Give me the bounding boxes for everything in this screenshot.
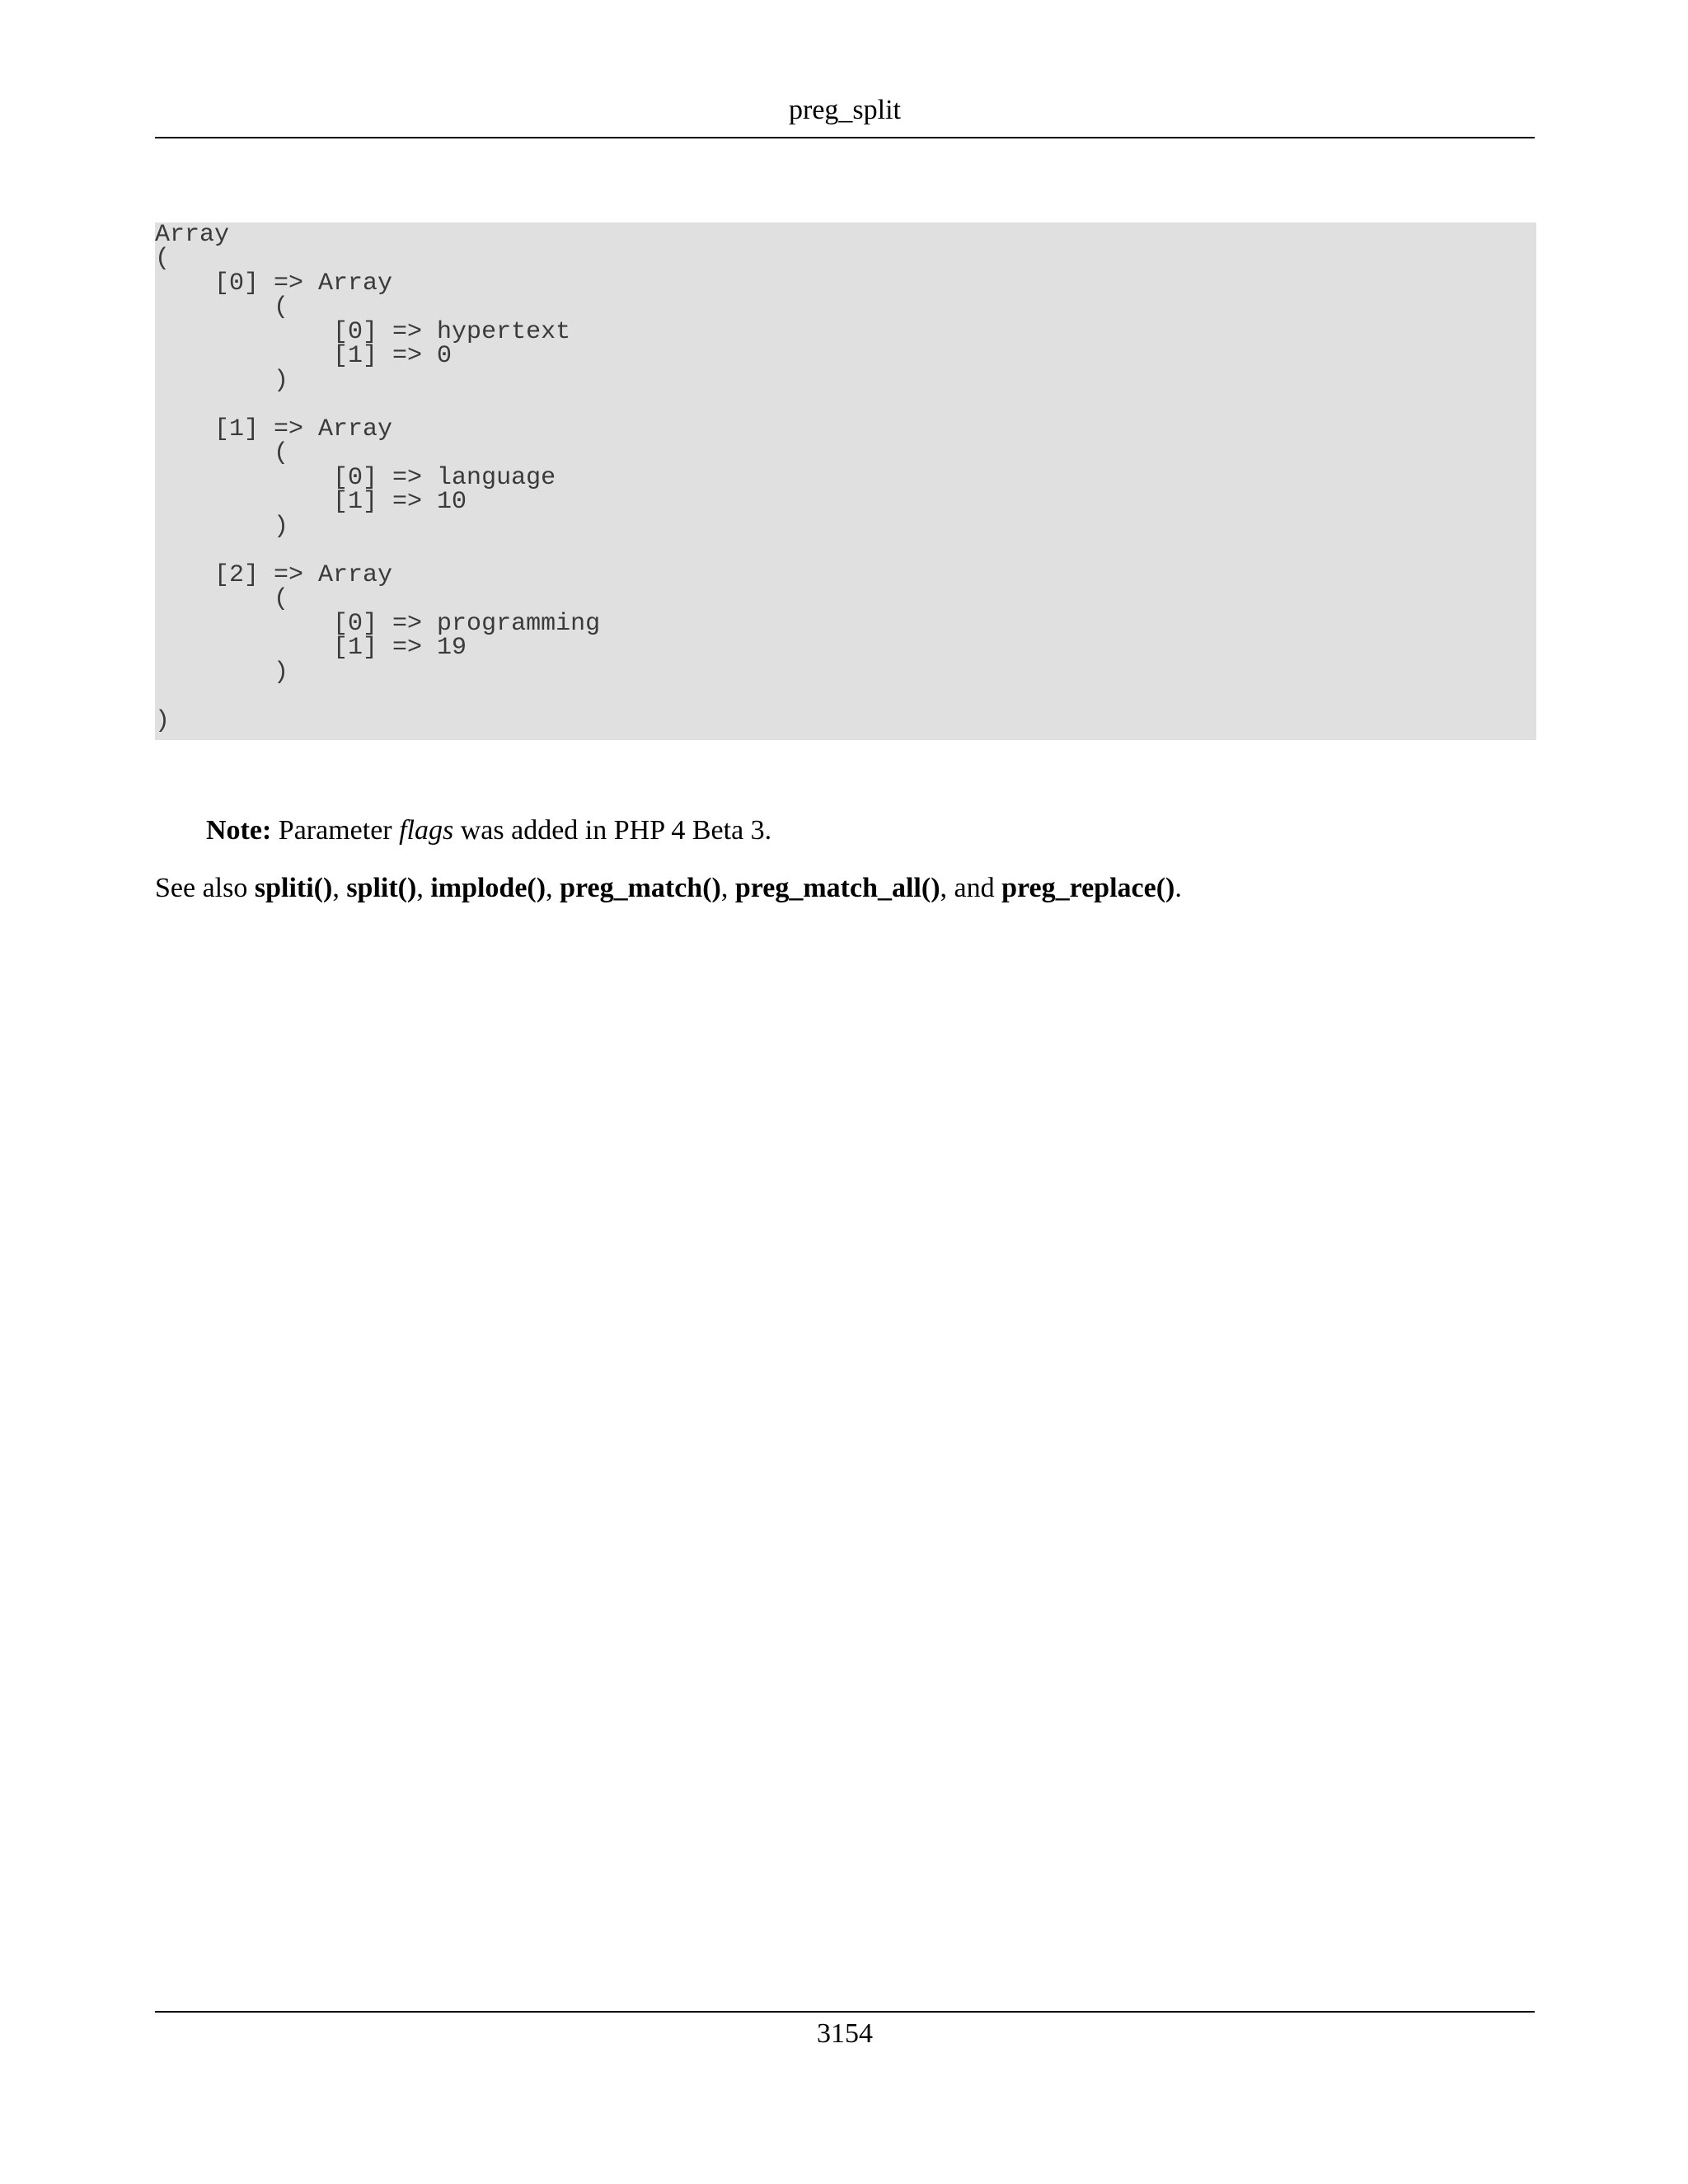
separator: ,: [332, 873, 347, 903]
code-line: [1] => Array: [155, 415, 393, 443]
link-preg-match[interactable]: preg_match(): [560, 873, 721, 903]
code-line: Array: [155, 221, 230, 249]
separator: ,: [720, 873, 735, 903]
see-also-end: .: [1175, 873, 1182, 903]
code-line: [1] => 0: [155, 342, 452, 370]
see-also-intro: See also: [155, 873, 255, 903]
note-text-after: was added in PHP 4 Beta 3.: [453, 815, 772, 846]
link-preg-match-all[interactable]: preg_match_all(): [734, 873, 940, 903]
note-param-flags: flags: [399, 815, 454, 846]
code-line: ): [155, 707, 171, 735]
code-line: ): [155, 658, 289, 687]
code-line: [0] => hypertext: [155, 318, 571, 346]
code-line: (: [155, 585, 289, 613]
note-label: Note:: [206, 815, 272, 846]
link-spliti[interactable]: spliti(): [254, 873, 333, 903]
code-line: ): [155, 367, 289, 395]
footer-rule: [155, 2011, 1535, 2013]
separator: ,: [546, 873, 560, 903]
code-line: (: [155, 293, 289, 321]
code-line: [0] => Array: [155, 269, 393, 298]
header-rule: [155, 137, 1535, 138]
code-line: [1] => 10: [155, 488, 467, 516]
code-line: [0] => programming: [155, 610, 601, 638]
code-line: (: [155, 439, 289, 467]
link-implode[interactable]: implode(): [430, 873, 546, 903]
page-header-title: preg_split: [789, 95, 901, 125]
note-paragraph: [206, 813, 771, 849]
code-line: (: [155, 245, 171, 273]
note-text-before: Parameter: [271, 815, 400, 846]
code-line: ): [155, 513, 289, 541]
separator: ,: [416, 873, 431, 903]
code-line: [1] => 19: [155, 634, 467, 662]
code-block: [155, 223, 1536, 740]
see-also-paragraph: [155, 870, 1182, 907]
link-split[interactable]: split(): [346, 873, 417, 903]
code-line: [0] => language: [155, 464, 556, 492]
page-number: 3154: [817, 2018, 873, 2049]
separator: , and: [940, 873, 1002, 903]
code-line: [2] => Array: [155, 561, 393, 589]
link-preg-replace[interactable]: preg_replace(): [1001, 873, 1175, 903]
